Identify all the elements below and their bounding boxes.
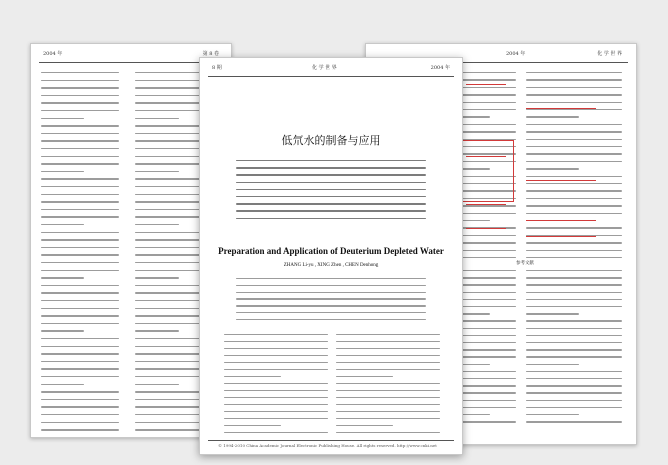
text-line xyxy=(41,194,119,195)
text-line xyxy=(41,201,119,202)
header-left-text: 2004 年 xyxy=(43,51,63,57)
text-line xyxy=(526,385,622,386)
text-line xyxy=(41,110,119,111)
text-line xyxy=(236,174,426,175)
text-line xyxy=(526,328,622,329)
text-line xyxy=(336,390,440,391)
text-line xyxy=(458,102,516,103)
text-line xyxy=(336,334,440,335)
text-line xyxy=(336,362,440,363)
text-line xyxy=(336,432,440,433)
text-line xyxy=(224,362,328,363)
text-line xyxy=(41,140,119,141)
text-line xyxy=(526,183,622,184)
text-line xyxy=(236,298,426,299)
text-line xyxy=(526,161,622,162)
text-line xyxy=(41,262,119,263)
text-line xyxy=(41,330,84,331)
text-line xyxy=(526,371,622,372)
text-line xyxy=(526,364,579,365)
text-line xyxy=(526,87,622,88)
text-line xyxy=(526,94,622,95)
text-line xyxy=(41,308,119,309)
text-line xyxy=(41,429,119,430)
text-line xyxy=(526,414,579,415)
text-line xyxy=(224,411,328,412)
text-line xyxy=(458,378,516,379)
text-line xyxy=(458,87,516,88)
text-line xyxy=(224,369,328,370)
text-line xyxy=(526,124,622,125)
text-line xyxy=(41,87,119,88)
header-right-text: 化 学 世 界 xyxy=(597,51,622,57)
text-line xyxy=(41,178,119,179)
text-line xyxy=(336,355,440,356)
text-line xyxy=(526,79,622,80)
header-left-text: 2004 年 xyxy=(506,51,526,57)
text-line xyxy=(41,277,84,278)
text-line xyxy=(526,378,622,379)
text-line xyxy=(458,72,516,73)
text-line xyxy=(526,421,622,422)
text-line xyxy=(526,392,622,393)
text-line xyxy=(336,376,393,377)
text-line xyxy=(458,270,516,271)
text-line xyxy=(41,148,119,149)
text-line xyxy=(526,198,622,199)
header-rule xyxy=(208,76,454,77)
text-line xyxy=(336,383,440,384)
text-line xyxy=(224,376,281,377)
text-line xyxy=(526,320,622,321)
text-line xyxy=(458,392,516,393)
header-center-text: 化 学 世 界 xyxy=(312,65,337,71)
text-line xyxy=(526,153,622,154)
text-line xyxy=(41,361,119,362)
text-line xyxy=(41,323,119,324)
text-line xyxy=(224,355,328,356)
annotation-underline xyxy=(526,220,596,221)
text-line xyxy=(224,404,328,405)
text-line xyxy=(41,338,119,339)
text-line xyxy=(526,349,622,350)
text-line xyxy=(41,72,119,73)
page-header xyxy=(200,64,462,74)
text-line xyxy=(224,390,328,391)
text-line xyxy=(458,306,516,307)
header-left-text: 8 期 xyxy=(212,65,222,71)
text-line xyxy=(41,216,119,217)
text-line xyxy=(236,305,426,306)
text-line xyxy=(526,407,622,408)
text-line xyxy=(336,425,393,426)
annotation-underline xyxy=(526,180,596,181)
text-line xyxy=(236,319,426,320)
text-line xyxy=(236,218,426,219)
text-line xyxy=(224,397,328,398)
text-line xyxy=(458,385,516,386)
text-line xyxy=(41,118,84,119)
text-line xyxy=(224,341,328,342)
text-line xyxy=(336,341,440,342)
text-line xyxy=(526,109,622,110)
references-heading: 参考文献 xyxy=(516,261,534,266)
text-line xyxy=(458,277,516,278)
annotation-underline xyxy=(466,204,506,205)
text-line xyxy=(458,131,516,132)
text-line xyxy=(41,224,84,225)
footer-copyright: © 1994-2010 China Academic Journal Electronic Publishing House. All rights reserved. http://www.cnki.net xyxy=(218,443,437,448)
text-line xyxy=(41,315,119,316)
header-right-text: 第 8 卷 xyxy=(202,51,219,57)
text-line xyxy=(41,368,119,369)
article-authors-english: ZHANG Li-yu , XING Zhen , CHEN Denhong xyxy=(283,263,379,268)
text-line xyxy=(236,167,426,168)
text-line xyxy=(526,131,622,132)
text-line xyxy=(458,407,516,408)
text-line xyxy=(41,391,119,392)
text-line xyxy=(224,425,281,426)
text-line xyxy=(336,404,440,405)
document-page-center xyxy=(199,57,463,455)
text-line xyxy=(526,190,622,191)
text-line xyxy=(41,376,119,377)
text-line xyxy=(458,94,516,95)
text-line xyxy=(41,414,119,415)
text-line xyxy=(526,176,622,177)
text-line xyxy=(458,257,516,258)
text-line xyxy=(41,95,119,96)
text-line xyxy=(458,242,516,243)
text-line xyxy=(526,205,622,206)
text-line xyxy=(41,232,119,233)
text-line xyxy=(224,418,328,419)
text-line xyxy=(458,335,516,336)
text-line xyxy=(135,384,179,385)
text-line xyxy=(526,146,622,147)
text-line xyxy=(458,124,516,125)
text-line xyxy=(41,422,119,423)
annotation-underline xyxy=(466,84,506,85)
text-line xyxy=(41,80,119,81)
text-line xyxy=(41,406,119,407)
article-title-chinese: 低氘水的制备与应用 xyxy=(281,134,381,147)
text-line xyxy=(41,285,119,286)
text-line xyxy=(41,384,84,385)
annotation-underline xyxy=(466,228,506,229)
text-line xyxy=(41,300,119,301)
text-line xyxy=(458,235,516,236)
text-line xyxy=(41,254,119,255)
text-line xyxy=(41,270,119,271)
text-line xyxy=(458,400,516,401)
text-line xyxy=(458,292,516,293)
text-line xyxy=(526,335,622,336)
text-line xyxy=(236,160,426,161)
text-line xyxy=(135,171,179,172)
text-line xyxy=(41,346,119,347)
text-line xyxy=(135,224,179,225)
text-line xyxy=(458,284,516,285)
text-line xyxy=(41,399,119,400)
text-line xyxy=(526,270,622,271)
text-line xyxy=(224,334,328,335)
text-line xyxy=(135,330,179,331)
text-line xyxy=(41,156,119,157)
text-line xyxy=(458,328,516,329)
text-line xyxy=(236,203,426,204)
text-line xyxy=(526,242,622,243)
text-line xyxy=(458,371,516,372)
text-line xyxy=(526,102,622,103)
text-line xyxy=(526,250,622,251)
text-line xyxy=(458,349,516,350)
text-line xyxy=(336,369,440,370)
text-line xyxy=(41,209,119,210)
text-line xyxy=(135,277,179,278)
text-line xyxy=(458,342,516,343)
text-line xyxy=(336,397,440,398)
text-line xyxy=(41,186,119,187)
text-line xyxy=(41,102,119,103)
article-title-english: Preparation and Application of Deuterium Depleted Water xyxy=(218,246,444,256)
text-line xyxy=(41,239,119,240)
text-line xyxy=(41,247,119,248)
text-line xyxy=(458,213,516,214)
text-line xyxy=(41,133,119,134)
text-line xyxy=(236,312,426,313)
text-line xyxy=(526,284,622,285)
text-line xyxy=(236,196,426,197)
text-line xyxy=(236,189,426,190)
text-line xyxy=(224,383,328,384)
text-line xyxy=(526,306,622,307)
text-line xyxy=(236,292,426,293)
text-line xyxy=(224,348,328,349)
text-line xyxy=(526,116,579,117)
text-line xyxy=(458,109,516,110)
text-line xyxy=(236,210,426,211)
text-line xyxy=(526,356,622,357)
footer-rule xyxy=(208,440,454,441)
text-line xyxy=(526,227,622,228)
text-line xyxy=(526,213,622,214)
text-line xyxy=(41,163,119,164)
text-line xyxy=(41,171,84,172)
text-line xyxy=(41,353,119,354)
text-line xyxy=(336,418,440,419)
text-line xyxy=(336,411,440,412)
text-line xyxy=(41,292,119,293)
text-line xyxy=(458,250,516,251)
annotation-box xyxy=(462,140,514,202)
header-rule xyxy=(39,62,223,63)
text-line xyxy=(458,79,516,80)
text-line xyxy=(236,278,426,279)
text-line xyxy=(458,205,516,206)
annotation-underline xyxy=(526,236,596,237)
header-right-text: 2004 年 xyxy=(430,65,450,71)
text-line xyxy=(526,139,622,140)
text-line xyxy=(236,182,426,183)
text-line xyxy=(224,432,328,433)
text-line xyxy=(336,348,440,349)
text-line xyxy=(526,257,622,258)
text-line xyxy=(526,72,622,73)
text-line xyxy=(236,285,426,286)
text-line xyxy=(526,299,622,300)
text-line xyxy=(526,342,622,343)
text-line xyxy=(458,320,516,321)
text-line xyxy=(41,125,119,126)
text-line xyxy=(526,168,579,169)
text-line xyxy=(458,356,516,357)
text-line xyxy=(458,421,516,422)
text-line xyxy=(458,299,516,300)
annotation-underline xyxy=(526,108,596,109)
text-line xyxy=(526,292,622,293)
text-line xyxy=(526,277,622,278)
text-line xyxy=(526,400,622,401)
text-line xyxy=(526,313,579,314)
text-line xyxy=(135,118,179,119)
